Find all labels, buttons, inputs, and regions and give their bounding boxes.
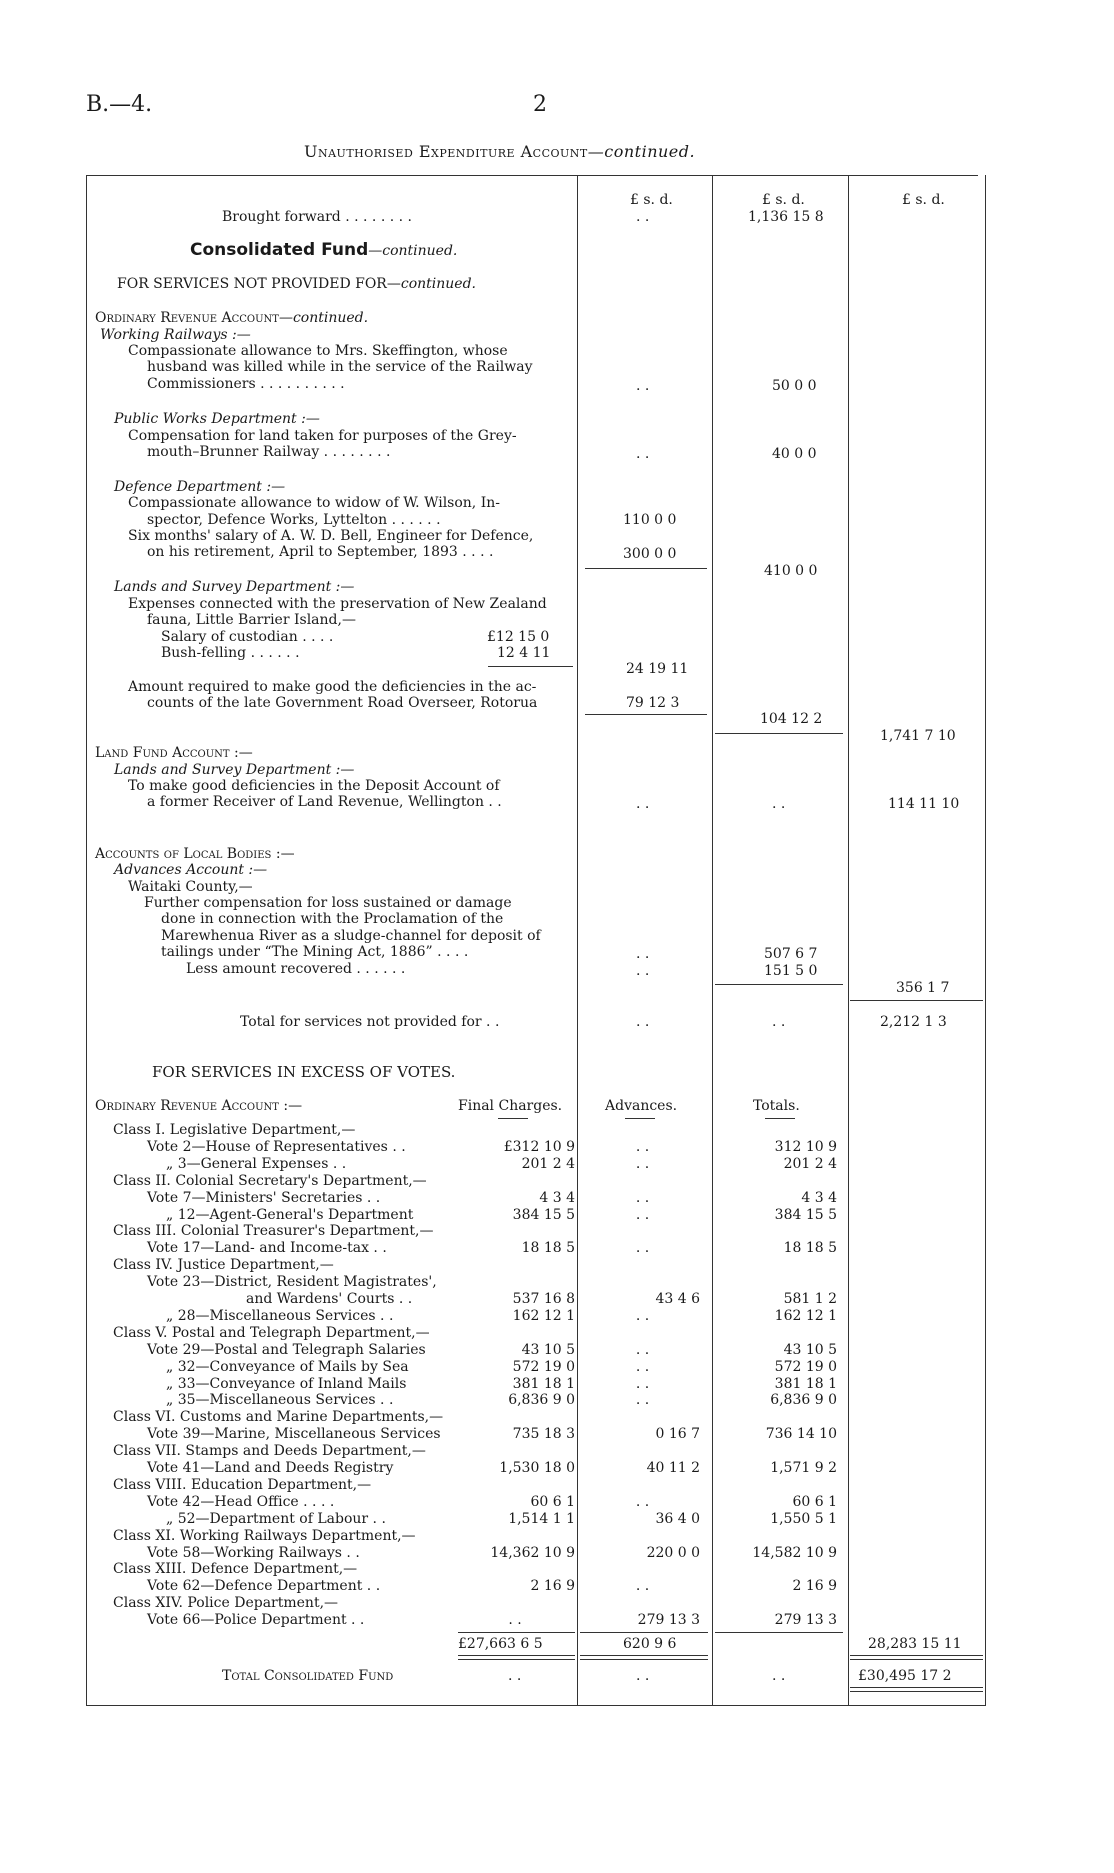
excess-row-label: Vote 66—Police Department . .	[147, 1612, 365, 1629]
excess-row-label: Class I. Legislative Department,—	[113, 1122, 356, 1138]
defence-heading: Defence Department :—	[114, 479, 286, 495]
col2-header: £ s. d.	[762, 192, 805, 208]
working-railways-c2: 50 0 0	[772, 378, 817, 394]
land-fund-c3: 114 11 10	[888, 796, 960, 812]
local-bodies-heading: Accounts of Local Bodies :—	[95, 846, 295, 862]
c3-subtotal-rule	[850, 1000, 983, 1001]
table-top-rule	[86, 175, 978, 176]
custodian-value: £12 15 0	[487, 629, 550, 645]
lands-sub-rule	[488, 666, 573, 667]
advance-cell: 40 11 2	[646, 1460, 700, 1476]
grand-total-double-rule	[850, 1687, 983, 1692]
excess-row-label: Vote 58—Working Railways . .	[147, 1544, 360, 1561]
excess-row-label: Vote 29—Postal and Telegraph Salaries	[147, 1341, 426, 1358]
final-charge-cell: 14,362 10 9	[490, 1544, 575, 1561]
ora-heading	[95, 310, 368, 326]
land-fund-c1: . .	[636, 796, 650, 812]
public-works-heading: Public Works Department :—	[114, 411, 320, 427]
col2-left-rule	[712, 175, 713, 1705]
page-ref: B.—4.	[86, 92, 153, 117]
total-cell: 736 14 10	[765, 1426, 837, 1443]
excess-row-label: Vote 62—Defence Department . .	[147, 1578, 381, 1595]
final-charge-cell: 572 19 0	[512, 1358, 575, 1375]
final-charge-cell: 201 2 4	[521, 1155, 575, 1172]
not-provided-heading	[117, 276, 476, 292]
total-cell: 6,836 9 0	[770, 1392, 837, 1409]
lands-survey-c1-def: 79 12 3	[626, 695, 680, 711]
defence-line: Compassionate allowance to widow of W. Wilson, In-	[128, 495, 500, 511]
not-provided-title: FOR SERVICES NOT PROVIDED FOR—	[117, 276, 401, 292]
total-not-provided-c3: 2,212 1 3	[880, 1014, 947, 1030]
defence-line: spector, Defence Works, Lyttelton . . . . . .	[147, 512, 441, 528]
total-cell: 581 1 2	[783, 1291, 837, 1307]
public-works-line: mouth–Brunner Railway . . . . . . . .	[147, 444, 391, 460]
excess-row-label: Class III. Colonial Treasurer's Department,—	[113, 1223, 434, 1240]
ora-title: Ordinary Revenue Account	[95, 310, 279, 326]
excess-row-label: Class XIII. Defence Department,—	[113, 1561, 358, 1578]
advances-header: Advances.	[605, 1098, 678, 1114]
brought-forward-label: Brought forward . . . . . . . .	[222, 209, 412, 225]
waitaki-county: Waitaki County,—	[128, 879, 253, 895]
excess-row-label: „ 12—Agent-General's Department	[166, 1206, 414, 1223]
col1-left-rule	[577, 175, 578, 1705]
advance-cell: 279 13 3	[637, 1612, 700, 1629]
advance-cell: . .	[635, 1358, 650, 1375]
final-charge-cell: 384 15 5	[512, 1206, 575, 1223]
c3-double-rule	[850, 1655, 983, 1660]
final-charge-cell: 6,836 9 0	[508, 1392, 575, 1409]
total-not-provided-c2: . .	[772, 1014, 786, 1030]
advance-cell: . .	[635, 1578, 650, 1595]
not-provided-cont: continued.	[400, 276, 476, 292]
working-railways-line: Commissioners . . . . . . . . . .	[147, 376, 345, 392]
total-cell: 18 18 5	[783, 1240, 837, 1257]
local-bodies-c1b: . .	[636, 963, 650, 979]
local-bodies-c2-rule	[715, 984, 843, 985]
total-cell: 572 19 0	[774, 1358, 837, 1375]
excess-row-label: Class IV. Justice Department,—	[113, 1257, 334, 1274]
totals-header-rule	[765, 1118, 795, 1119]
c2-sum-rule	[715, 1632, 843, 1633]
total-cell: 312 10 9	[774, 1138, 837, 1155]
local-bodies-line: Further compensation for loss sustained or damage	[144, 895, 512, 911]
public-works-c2: 40 0 0	[772, 446, 817, 462]
working-railways-line: Compassionate allowance to Mrs. Skeffington, whose	[128, 343, 508, 359]
excess-row-label: Class II. Colonial Secretary's Department,—	[113, 1172, 427, 1189]
excess-row-label: Class VIII. Education Department,—	[113, 1476, 372, 1493]
lands-c1-rule	[585, 714, 707, 715]
table-bottom-rule	[86, 1705, 986, 1706]
excess-row-label: Class V. Postal and Telegraph Department,—	[113, 1324, 430, 1341]
advance-cell: . .	[635, 1189, 650, 1206]
sum-advances: 620 9 6	[623, 1636, 677, 1652]
local-bodies-c1a: . .	[636, 946, 650, 962]
defence-c1a: 110 0 0	[623, 512, 677, 528]
lands-survey-c3: 1,741 7 10	[880, 728, 956, 744]
final-header-rule	[498, 1118, 528, 1119]
advance-cell: 43 4 6	[655, 1291, 700, 1307]
defence-c1b: 300 0 0	[623, 546, 677, 562]
deficiency-line: counts of the late Government Road Overseer, Rotorua	[147, 695, 538, 711]
final-charge-cell: 60 6 1	[530, 1493, 575, 1510]
local-bodies-line: tailings under “The Mining Act, 1886” . . . .	[161, 944, 469, 960]
lands-survey-line: fauna, Little Barrier Island,—	[147, 612, 356, 628]
total-cell: 201 2 4	[783, 1155, 837, 1172]
adv-double-rule	[580, 1655, 708, 1660]
table-right-rule	[985, 175, 986, 1705]
lands-survey-c1-sub: 24 19 11	[626, 661, 689, 677]
final-charge-cell: 162 12 1	[512, 1307, 575, 1324]
lands-survey-line: Expenses connected with the preservation of New Zealand	[128, 596, 547, 612]
advance-cell: 36 4 0	[655, 1510, 700, 1527]
consolidated-fund-cont: —continued.	[368, 243, 458, 259]
working-railways-line: husband was killed while in the service of the Railway	[147, 359, 533, 375]
sum-final-charges: £27,663 6 5	[458, 1636, 543, 1652]
page-title	[304, 142, 695, 161]
advances-account-heading: Advances Account :—	[114, 862, 268, 878]
excess-row-label: „ 28—Miscellaneous Services . .	[166, 1307, 394, 1324]
bush-felling-label: Bush-felling . . . . . .	[161, 645, 300, 661]
advance-cell: . .	[635, 1392, 650, 1409]
advance-cell: . .	[635, 1206, 650, 1223]
defence-subtotal-rule	[585, 568, 707, 569]
excess-row-label: Vote 23—District, Resident Magistrates',	[147, 1274, 437, 1291]
grand-total-final: . .	[508, 1668, 522, 1684]
ora-cont: —continued.	[278, 310, 369, 326]
table-left-rule	[86, 175, 87, 1705]
page-title-main: Unauthorised Expenditure Account	[304, 142, 588, 161]
advance-cell: 220 0 0	[646, 1544, 700, 1561]
excess-row-label: Class VII. Stamps and Deeds Department,—	[113, 1443, 426, 1460]
grand-total-c2: . .	[772, 1668, 786, 1684]
final-charge-cell: 18 18 5	[521, 1240, 575, 1257]
excess-heading: FOR SERVICES IN EXCESS OF VOTES.	[152, 1063, 456, 1081]
defence-c2: 410 0 0	[764, 563, 818, 579]
excess-row-label: Vote 39—Marine, Miscellaneous Services	[147, 1426, 441, 1443]
final-charge-cell: 1,530 18 0	[499, 1460, 575, 1476]
final-charge-cell: . .	[508, 1612, 522, 1629]
advances-header-rule	[625, 1118, 655, 1119]
excess-row-label: „ 32—Conveyance of Mails by Sea	[166, 1358, 409, 1375]
excess-row-label: „ 52—Department of Labour . .	[166, 1510, 386, 1527]
final-double-rule	[458, 1655, 575, 1660]
excess-row-label: „ 33—Conveyance of Inland Mails	[166, 1375, 407, 1392]
final-charge-cell: 2 16 9	[530, 1578, 575, 1595]
local-bodies-c2b: 151 5 0	[764, 963, 818, 979]
excess-row-label: Vote 42—Head Office . . . .	[147, 1493, 335, 1510]
total-cell: 2 16 9	[792, 1578, 837, 1595]
final-charge-cell: £312 10 9	[503, 1138, 575, 1155]
excess-row-label: Vote 2—House of Representatives . .	[147, 1138, 406, 1155]
local-bodies-line: Marewhenua River as a sludge-channel for deposit of	[161, 928, 541, 944]
advance-cell: . .	[635, 1307, 650, 1324]
advance-cell: 0 16 7	[655, 1426, 700, 1443]
lands-survey-heading: Lands and Survey Department :—	[114, 579, 355, 595]
local-bodies-c3: 356 1 7	[896, 980, 950, 996]
total-cell: 162 12 1	[774, 1307, 837, 1324]
land-fund-heading: Land Fund Account :—	[95, 745, 253, 761]
total-cell: 60 6 1	[792, 1493, 837, 1510]
land-fund-line: To make good deficiencies in the Deposit Account of	[128, 778, 500, 794]
excess-row-label: Vote 7—Ministers' Secretaries . .	[147, 1189, 381, 1206]
total-cell: 1,550 5 1	[770, 1510, 837, 1527]
defence-line: Six months' salary of A. W. D. Bell, Engineer for Defence,	[128, 528, 534, 544]
final-charge-cell: 381 18 1	[512, 1375, 575, 1392]
local-bodies-c2a: 507 6 7	[764, 946, 818, 962]
grand-total-label: Total Consolidated Fund	[222, 1668, 394, 1684]
excess-row-label: Vote 17—Land- and Income-tax . .	[147, 1240, 387, 1257]
final-sum-rule	[458, 1632, 575, 1633]
total-cell: 14,582 10 9	[752, 1544, 837, 1561]
col3-left-rule	[848, 175, 849, 1705]
advance-cell: . .	[635, 1240, 650, 1257]
grand-total-c1: . .	[636, 1668, 650, 1684]
excess-row-label: Class XIV. Police Department,—	[113, 1595, 339, 1612]
advance-cell: . .	[635, 1341, 650, 1358]
lands-survey-c2: 104 12 2	[760, 711, 823, 727]
advance-cell: . .	[635, 1138, 650, 1155]
advance-cell: . .	[635, 1155, 650, 1172]
total-not-provided-c1: . .	[636, 1014, 650, 1030]
page-title-cont: —continued.	[587, 142, 696, 161]
bush-felling-value: 12 4 11	[497, 645, 551, 661]
excess-row-label: „ 3—General Expenses . .	[166, 1155, 347, 1172]
advance-cell: . .	[635, 1375, 650, 1392]
land-fund-c2: . .	[772, 796, 786, 812]
excess-row-label: and Wardens' Courts . .	[246, 1291, 413, 1307]
working-railways-heading: Working Railways :—	[100, 327, 251, 343]
final-charge-cell: 537 16 8	[512, 1291, 575, 1307]
consolidated-fund-heading	[190, 240, 457, 260]
total-cell: 381 18 1	[774, 1375, 837, 1392]
total-cell: 279 13 3	[774, 1612, 837, 1629]
working-railways-c1: . .	[636, 378, 650, 394]
public-works-line: Compensation for land taken for purposes of the Grey-	[128, 428, 517, 444]
total-not-provided-label: Total for services not provided for . .	[240, 1014, 500, 1030]
excess-row-label: Vote 41—Land and Deeds Registry	[147, 1460, 394, 1476]
excess-ora-heading: Ordinary Revenue Account :—	[95, 1098, 303, 1114]
land-fund-dept: Lands and Survey Department :—	[114, 762, 355, 778]
public-works-c1: . .	[636, 446, 650, 462]
custodian-label: Salary of custodian . . . .	[161, 629, 334, 645]
consolidated-fund-title: Consolidated Fund	[190, 240, 369, 260]
excess-row-label: „ 35—Miscellaneous Services . .	[166, 1392, 394, 1409]
sum-c3: 28,283 15 11	[868, 1636, 962, 1652]
defence-line: on his retirement, April to September, 1893 . . . .	[147, 544, 494, 560]
final-charge-cell: 1,514 1 1	[508, 1510, 575, 1527]
brought-forward-c2: 1,136 15 8	[748, 209, 824, 225]
adv-sum-rule	[580, 1632, 708, 1633]
col3-header: £ s. d.	[902, 192, 945, 208]
local-bodies-line: done in connection with the Proclamation of the	[161, 911, 504, 927]
total-cell: 43 10 5	[783, 1341, 837, 1358]
totals-header: Totals.	[753, 1098, 800, 1114]
final-charges-header: Final Charges.	[458, 1098, 563, 1114]
total-cell: 384 15 5	[774, 1206, 837, 1223]
final-charge-cell: 735 18 3	[512, 1426, 575, 1443]
total-cell: 1,571 9 2	[770, 1460, 837, 1476]
final-charge-cell: 4 3 4	[539, 1189, 575, 1206]
lands-c2-rule	[715, 733, 843, 734]
brought-forward-c1: . .	[636, 209, 650, 225]
excess-row-label: Class VI. Customs and Marine Departments,—	[113, 1409, 444, 1426]
advance-cell: . .	[635, 1493, 650, 1510]
land-fund-line: a former Receiver of Land Revenue, Wellington . .	[147, 794, 502, 810]
less-recovered-label: Less amount recovered . . . . . .	[186, 961, 406, 977]
final-charge-cell: 43 10 5	[521, 1341, 575, 1358]
total-cell: 4 3 4	[801, 1189, 837, 1206]
col1-header: £ s. d.	[630, 192, 673, 208]
excess-row-label: Class XI. Working Railways Department,—	[113, 1527, 416, 1544]
page-number: 2	[533, 92, 547, 117]
deficiency-line: Amount required to make good the deficiencies in the ac-	[128, 679, 537, 695]
grand-total-c3: £30,495 17 2	[858, 1668, 952, 1684]
